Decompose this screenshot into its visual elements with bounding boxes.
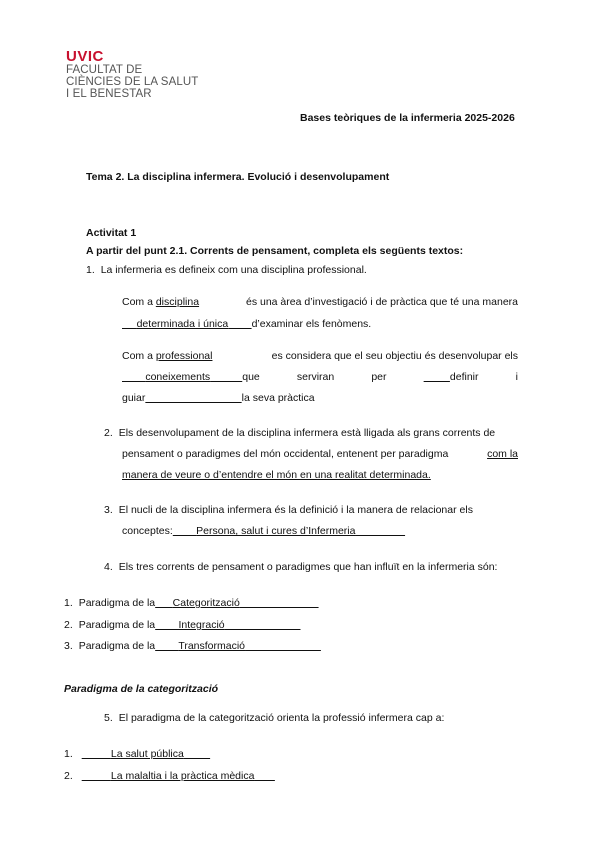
q1-paragraph-1-line-2: determinada i única d’examinar els fenòmens. bbox=[136, 318, 372, 330]
logo-brand: UVIC bbox=[66, 48, 104, 65]
answer-blank[interactable]: La salut pública bbox=[110, 748, 184, 760]
q1-paragraph-2-line-1: Com a professional es considera que el seu objectiu és desenvolupar els bbox=[122, 350, 518, 362]
term-disciplina: disciplina bbox=[155, 296, 200, 308]
question-2-line-2: pensament o paradigmes del món occidental, entenent per paradigma com la bbox=[122, 448, 518, 460]
question-4: 4. Els tres corrents de pensament o paradigmes que han influït en la infermeria són: bbox=[104, 561, 498, 573]
question-number: 3. bbox=[104, 504, 113, 516]
section-title: Paradigma de la categorització bbox=[64, 683, 219, 695]
question-5: 5. El paradigma de la categorització orienta la professió infermera cap a: bbox=[104, 712, 445, 724]
question-2-line-3: manera de veure o d’entendre el món en una realitat determinada. bbox=[122, 469, 431, 481]
question-number: 1. bbox=[86, 264, 95, 276]
question-1 bbox=[86, 264, 367, 276]
question-text: La infermeria es defineix com una disciplina professional. bbox=[100, 264, 367, 276]
answer-blank[interactable]: Transformació bbox=[178, 640, 246, 652]
logo-line-3: I EL BENESTAR bbox=[66, 88, 152, 100]
topic-title: Tema 2. La disciplina infermera. Evolució i desenvolupament bbox=[86, 171, 390, 183]
question-3-line-1: 3. El nucli de la disciplina infermera és la definició i la manera de relacionar els bbox=[104, 504, 473, 516]
q1-paragraph-1-line-1: Com a disciplina és una àrea d’investigació i de pràctica que té una manera bbox=[122, 296, 518, 308]
paradigm-item: 1. Paradigma de la Categorització bbox=[64, 597, 240, 609]
logo-line-1: FACULTAT DE bbox=[66, 64, 143, 76]
course-title: Bases teòriques de la infermeria 2025-2026 bbox=[300, 112, 515, 124]
term-professional: professional bbox=[155, 350, 213, 362]
question-number: 2. bbox=[104, 427, 113, 439]
answer-blank[interactable]: determinada i única bbox=[136, 318, 229, 330]
answer-blank[interactable]: La malaltia i la pràctica mèdica bbox=[110, 770, 255, 782]
question-number: 5. bbox=[104, 712, 113, 724]
q1-paragraph-2-line-2: coneixements que serviran per definir i bbox=[145, 371, 518, 383]
logo-line-2: CIÈNCIES DE LA SALUT bbox=[66, 76, 199, 88]
answer-blank[interactable]: Categorització bbox=[172, 597, 240, 609]
answer-blank[interactable]: Persona, salut i cures d’Infermeria bbox=[196, 525, 356, 537]
answer-blank[interactable] bbox=[145, 392, 241, 404]
question-3-line-2: conceptes: Persona, salut i cures d’Infermeria bbox=[122, 525, 356, 537]
paradigm-item: 3. Paradigma de la Transformació bbox=[64, 640, 246, 652]
uvic-logo bbox=[66, 50, 198, 100]
question-number: 4. bbox=[104, 561, 113, 573]
answer-blank[interactable]: coneixements bbox=[145, 371, 211, 383]
activity-title: Activitat 1 bbox=[86, 227, 137, 239]
q1-paragraph-2-line-3: guiar la seva pràctica bbox=[122, 392, 315, 404]
orientation-item: 1. La salut pública bbox=[64, 748, 184, 760]
paradigm-item: 2. Paradigma de la Integració bbox=[64, 619, 225, 631]
orientation-item: 2. La malaltia i la pràctica mèdica bbox=[64, 770, 255, 782]
answer-blank[interactable]: Integració bbox=[178, 619, 225, 631]
question-2-line-1: 2. Els desenvolupament de la disciplina infermera està lligada als grans corrents de bbox=[104, 427, 496, 439]
activity-instruction: A partir del punt 2.1. Corrents de pensament, completa els següents textos: bbox=[86, 245, 464, 257]
